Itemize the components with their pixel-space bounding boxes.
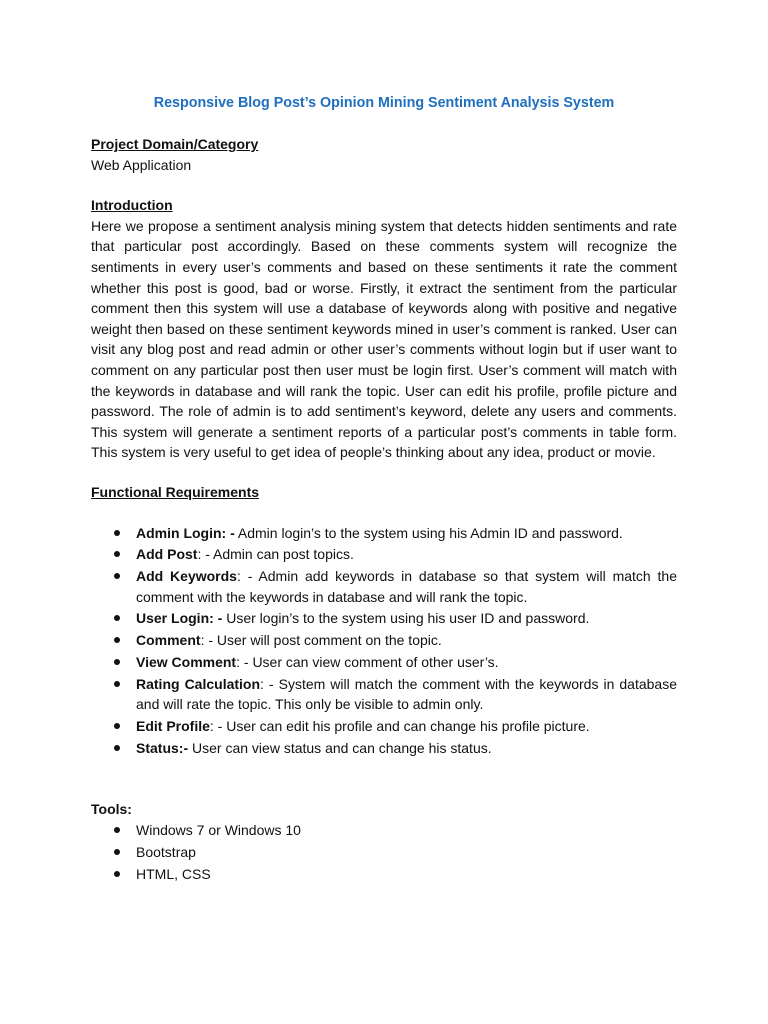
document-title: Responsive Blog Post’s Opinion Mining Sentiment Analysis System [153,95,615,111]
bullet-icon [114,530,120,536]
list-item [91,544,677,565]
list-item [91,630,677,651]
functional-requirements-section [91,482,677,759]
tools-heading: Tools: [91,800,132,817]
requirement-label: Edit Profile [136,718,210,735]
document-page [91,92,677,885]
list-item [91,674,677,715]
requirement-label: Rating Calculation [136,675,261,692]
bullet-icon [114,659,120,665]
bullet-icon [114,723,120,729]
list-item [91,820,677,841]
requirement-label: Status:- [136,739,189,756]
project-domain-value: Web Application [91,156,192,173]
bullet-icon [114,871,120,877]
requirement-text: : - User will post comment on the topic. [200,632,442,649]
functional-requirements-heading: Functional Requirements [91,483,260,500]
bullet-icon [114,637,120,643]
introduction-heading: Introduction [91,197,173,214]
tool-text: Bootstrap [136,843,196,860]
list-item [91,608,677,629]
introduction-text: Here we propose a sentiment analysis mining system that detects hidden sentiments and rate that particular post accordingly. Based on these comments system will recognize the sentiments in every user’s comments and based on these sentiments it rate the comment whether this post is good, bad or worse. Firstly, it extract the sentiment from the particular comment then this system will use a database of keywords along with positive and negative weight then based on these sentiment keywords mined in user’s comment is ranked. User can visit any blog post and read admin or other user’s comments without login but if user want to comment on any particular post then user must be login first. User’s comment will match with the keywords in database and will rank the topic. User can edit his profile, profile picture and password. The role of admin is to add sentiment’s keyword, delete any users and comments. This system will generate a sentiment reports of a particular post’s comments in table form. This system is very useful to get idea of people’s thinking about any idea, product or movie. [91,217,677,461]
requirement-text: User can view status and can change his status. [188,739,492,756]
bullet-icon [114,849,120,855]
requirement-text: : - System will match the comment with the keywords in database and will rate the topic. This only be visible to admin only. [136,675,677,713]
bullet-icon [114,551,120,557]
bullet-icon [114,615,120,621]
requirement-label: View Comment [136,654,237,670]
list-item [91,738,677,759]
tool-text: Windows 7 or Windows 10 [136,822,301,839]
tool-text: HTML, CSS [136,865,211,882]
requirement-text: : - Admin add keywords in database so that system will match the comment with the keywords in database and will rank the topic. [136,568,677,605]
requirement-label: Comment [136,632,201,649]
requirement-text: : - User can view comment of other user’s. [236,654,499,670]
requirement-label: Add Post [136,546,198,563]
bullet-icon [114,827,120,833]
project-domain-heading: Project Domain/Category [91,136,259,152]
requirement-label: Add Keywords [136,568,237,585]
bullet-icon [114,745,120,751]
list-item [91,566,677,607]
requirement-text: : - User can edit his profile and can change his profile picture. [209,718,590,735]
project-domain-section [91,134,677,175]
list-item [91,652,677,673]
tools-section [91,799,677,885]
list-item [91,716,677,737]
requirement-label: Admin Login: - [136,524,235,541]
requirement-text: : - Admin can post topics. [197,546,354,563]
requirement-label: User Login: - [136,610,223,627]
bullet-icon [114,681,120,687]
list-item [91,864,677,885]
functional-requirements-list [91,523,677,759]
list-item [91,523,677,544]
bullet-icon [114,573,120,579]
requirement-text: User login’s to the system using his user ID and password. [222,610,590,627]
requirement-text: Admin login’s to the system using his Admin ID and password. [234,524,623,541]
tools-list [91,820,677,884]
list-item [91,842,677,863]
introduction-section [91,195,677,463]
